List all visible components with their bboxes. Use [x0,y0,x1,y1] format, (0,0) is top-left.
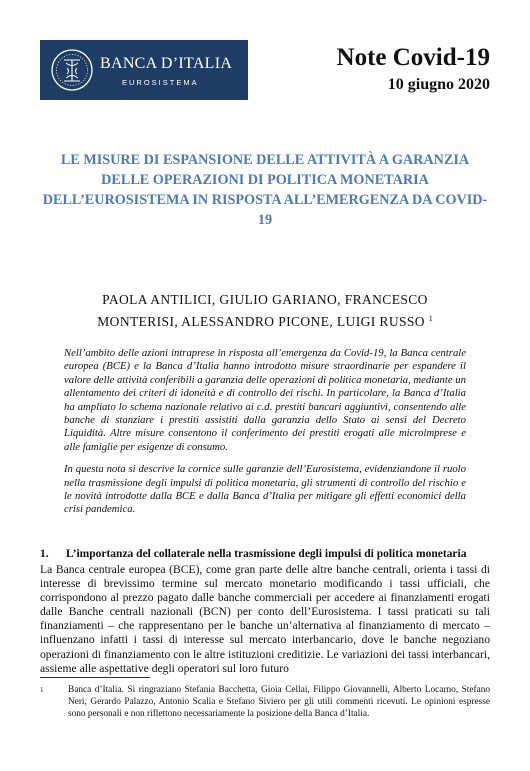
abstract-paragraph-2: In questa nota si descrive la cornice sulle garanzie dell’Eurosistema, evidenziandone il ruolo nella trasmissione degli impulsi di politica monetaria, gli strumenti di controllo del rischio e le novità introdotte dalla BCE e dalla Banca d’Italia per mitigare gli effetti economici della crisi pandemica. [64,463,466,516]
section-number: 1. [40,548,49,560]
footnote-text: Banca d’Italia. Si ringraziano Stefania Bacchetta, Gioia Cellai, Filippo Giovannelli, Alberto Locarno, Stefano Neri, Gerardo Palazzo, Antonio Scalia e Stefano Siviero per gli utili commenti ricevuti. Le opinioni espresse sono personali e non riflettono necessariamente la posizione della Banca d’Italia. [68,685,490,720]
abstract-paragraph-1: Nell’ambito delle azioni intraprese in risposta all’emergenza da Covid-19, la Banca centrale europea (BCE) e la Banca d’Italia hanno introdotto misure straordinarie per espandere il valore delle attività conferibili a garanzia delle operazioni di politica monetaria, mediante un allentamento dei criteri di idoneità e di controllo dei rischi. In particolare, la Banca d’Italia ha ampliato lo schema nazionale relativo ai c.d. prestiti bancari aggiuntivi, consentendo alle banche di stanziare i prestiti assistiti dalla garanzia dello Stato ai sensi del Decreto Liquidità. Altre misure consentono il conferimento dei prestiti erogati alle microimprese e alle famiglie per esigenze di consumo. [64,347,466,453]
footnote-reference: 1 [428,314,433,323]
footnote-divider [40,677,150,678]
document-title: LE MISURE DI ESPANSIONE DELLE ATTIVITÀ A GARANZIA DELLE OPERAZIONI DI POLITICA MONETARIA DELL’EUROSISTEMA IN RISPOSTA ALL’EMERGENZA DA COVID-19 [42,152,488,228]
banca-italia-logo [40,40,248,100]
footnote [40,684,490,721]
abstract [64,347,466,526]
bank-seal-icon [50,48,94,92]
authors-line-2: MONTERISI, ALESSANDRO PICONE, LUIGI RUSSO [97,314,425,329]
publication-date: 10 giugno 2020 [387,76,490,93]
body-paragraph: La Banca centrale europea (BCE), come gran parte delle altre banche centrali, orienta i tassi di interesse di brevissimo termine sul mercato monetario modificando i tassi ufficiali, che corrispondono al prezzo pagato dalle banche commerciali per accedere ai finanziamenti erogati dalle Banche centrali nazionali (BCN) per conto dell’Eurosistema. I tassi praticati su tali finanziamenti – che rappresentano per le banche un’alternativa al finanziamento di mercato – influenzano infatti i tassi di interesse sul mercato interbancario, dove le banche negoziano operazioni di finanziamento con le altre istituzioni creditizie. Le variazioni dei tassi interbancari, assieme alle aspettative degli operatori sul loro futuro [40,563,490,675]
section-heading [40,547,490,561]
bank-name: BANCA D’ITALIA [100,55,233,72]
authors-line-1: PAOLA ANTILICI, GIULIO GARIANO, FRANCESCO [102,292,428,307]
footnote-number: 1 [40,686,44,694]
page-header [40,40,490,100]
section-title: L’importanza del collaterale nella trasmissione degli impulsi di politica monetaria [66,548,467,560]
series-title: Note Covid-19 [336,44,490,71]
authors [40,290,490,331]
bank-subtitle: EUROSISTEMA [122,78,199,87]
